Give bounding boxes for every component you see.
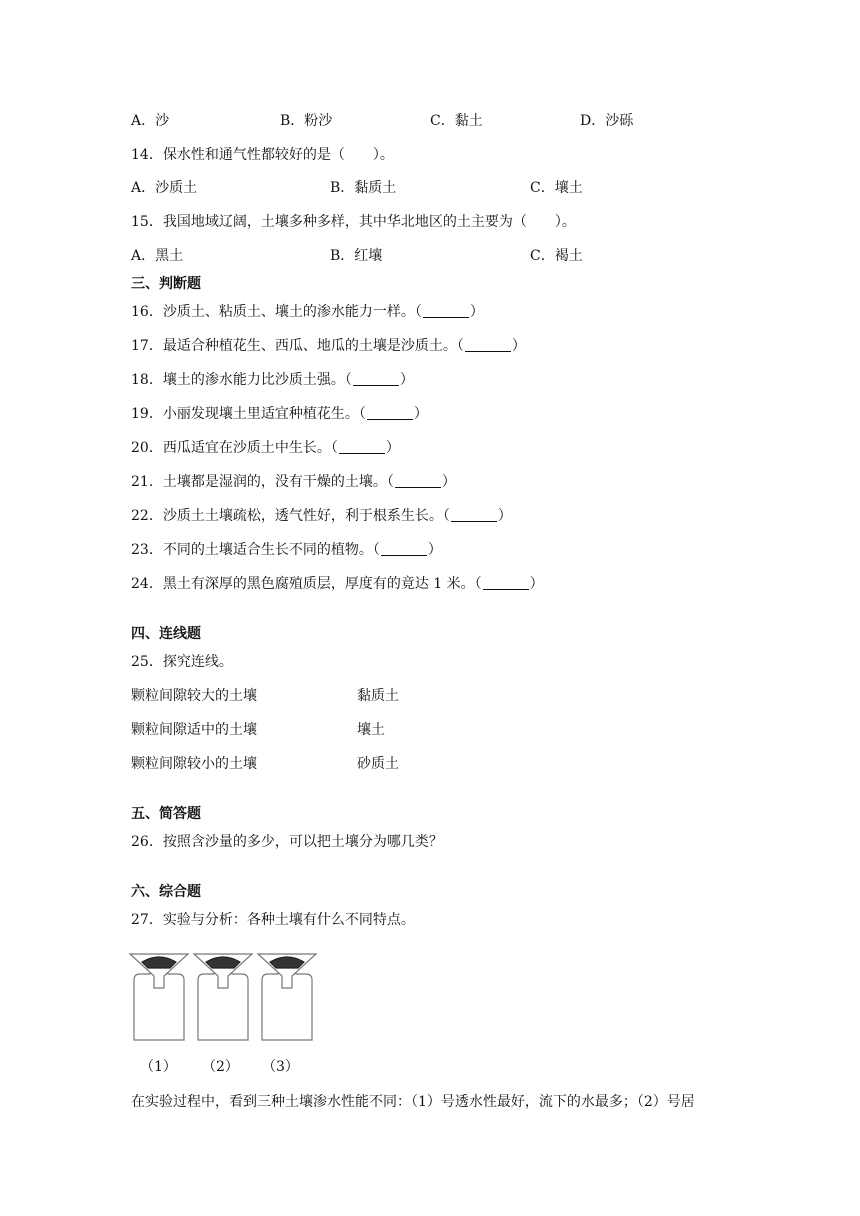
- q15-option-a: A．黑土: [131, 248, 184, 264]
- match-right-item[interactable]: 壤土: [357, 722, 385, 738]
- figure-label-3: （3）: [262, 1059, 299, 1075]
- judge-item-19: 19．小丽发现壤土里适宜种植花生。（ ）: [131, 406, 428, 422]
- answer-blank[interactable]: [451, 507, 497, 522]
- judge-item-21: 21．土壤都是湿润的，没有干燥的土壤。（ ）: [131, 474, 456, 490]
- q13-option-a: A．沙: [131, 113, 170, 129]
- q15-stem: 15．我国地域辽阔，土壤多种多样，其中华北地区的土主要为（ ）。: [131, 214, 576, 230]
- q14-option-b: B．黏质土: [330, 180, 397, 196]
- q25-stem: 25．探究连线。: [131, 654, 233, 670]
- answer-blank[interactable]: [483, 575, 529, 590]
- figure-label-2: （2）: [202, 1059, 239, 1075]
- match-left-item[interactable]: 颗粒间隙适中的土壤: [131, 722, 257, 738]
- q26-stem: 26．按照含沙量的多少，可以把土壤分为哪几类？: [131, 834, 443, 850]
- q14-option-a: A．沙质土: [131, 180, 198, 196]
- funnel-bottle-2: [194, 954, 252, 1040]
- judge-item-18: 18．壤土的渗水能力比沙质土强。（ ）: [131, 372, 414, 388]
- answer-blank[interactable]: [339, 439, 385, 454]
- section-heading-comprehensive: 六、综合题: [131, 884, 201, 900]
- figure-label-1: （1）: [140, 1059, 177, 1075]
- match-left-item[interactable]: 颗粒间隙较大的土壤: [131, 688, 257, 704]
- funnel-bottle-3: [258, 954, 316, 1040]
- judge-item-24: 24．黑土有深厚的黑色腐殖质层，厚度有的竟达 1 米。（ ）: [131, 576, 544, 592]
- q13-option-d: D．沙砾: [580, 113, 634, 129]
- answer-blank[interactable]: [395, 473, 441, 488]
- q27-stem: 27．实验与分析：各种土壤有什么不同特点。: [131, 912, 415, 928]
- q14-stem: 14．保水性和通气性都较好的是（ ）。: [131, 147, 394, 163]
- match-right-item[interactable]: 黏质土: [357, 688, 399, 704]
- section-heading-matching: 四、连线题: [131, 626, 201, 642]
- q15-option-b: B．红壤: [330, 248, 383, 264]
- section-heading-short-answer: 五、简答题: [131, 806, 201, 822]
- q14-option-c: C．壤土: [530, 180, 583, 196]
- match-left-item[interactable]: 颗粒间隙较小的土壤: [131, 756, 257, 772]
- q13-option-b: B．粉沙: [280, 113, 333, 129]
- answer-blank[interactable]: [367, 405, 413, 420]
- q27-text: 在实验过程中，看到三种土壤渗水性能不同：（1）号透水性最好，流下的水最多；（2）号居: [131, 1094, 695, 1110]
- section-heading-judge: 三、判断题: [131, 276, 201, 292]
- judge-item-20: 20．西瓜适宜在沙质土中生长。（ ）: [131, 440, 400, 456]
- funnel-experiment-figure: [128, 946, 318, 1046]
- answer-blank[interactable]: [381, 541, 427, 556]
- answer-blank[interactable]: [423, 303, 469, 318]
- q13-option-c: C．黏土: [430, 113, 483, 129]
- answer-blank[interactable]: [353, 371, 399, 386]
- judge-item-22: 22．沙质土土壤疏松，透气性好，利于根系生长。（ ）: [131, 508, 512, 524]
- match-right-item[interactable]: 砂质土: [357, 756, 399, 772]
- judge-item-23: 23．不同的土壤适合生长不同的植物。（ ）: [131, 542, 442, 558]
- judge-item-17: 17．最适合种植花生、西瓜、地瓜的土壤是沙质土。（ ）: [131, 338, 526, 354]
- judge-item-16: 16．沙质土、粘质土、壤土的渗水能力一样。（ ）: [131, 304, 484, 320]
- q15-option-c: C．褐土: [530, 248, 583, 264]
- funnel-bottle-1: [130, 954, 188, 1040]
- answer-blank[interactable]: [465, 337, 511, 352]
